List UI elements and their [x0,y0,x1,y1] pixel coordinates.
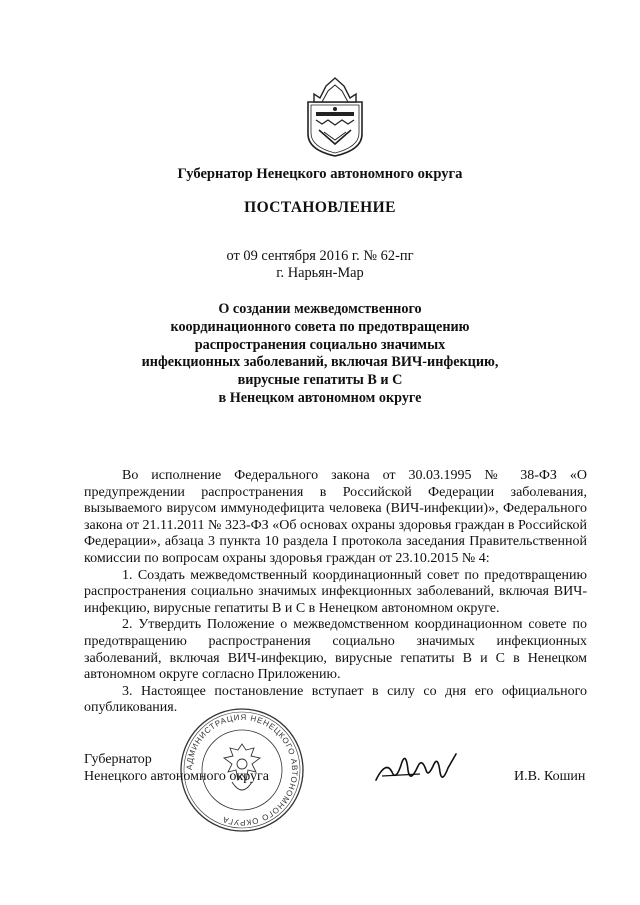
title-line: инфекционных заболеваний, включая ВИЧ-инфекцию, [141,354,499,371]
document-title [0,301,640,408]
title-line: распространения социально значимых [194,336,446,353]
title-line: О создании межведомственного [218,301,422,317]
document-date-number: от 09 сентября 2016 г. № 62-пг [226,248,414,264]
seal-text: АДМИНИСТРАЦИЯ НЕНЕЦКОГО АВТОНОМНОГО ОКРУГА [184,712,300,828]
coat-of-arms-emblem [302,72,368,158]
clause-paragraph-3: 3. Настоящее постановление вступает в силу со дня его официального опубликования. [84,683,587,716]
signatory-name: И.В. Кошин [514,769,586,784]
issuing-authority: Губернатор Ненецкого автономного округа [177,166,463,182]
document-body [84,468,587,717]
signatory-role-line: Ненецкого автономного округа [84,768,269,784]
handwritten-signature [372,750,460,790]
document-city: г. Нарьян-Мар [276,265,364,281]
document-type: ПОСТАНОВЛЕНИЕ [244,199,396,216]
title-line: координационного совета по предотвращению [170,318,470,335]
clause-paragraph-2: 2. Утвердить Положение о межведомственном координационном совете по предотвращению распространения социально значимых инфекционных заболеваний, включая ВИЧ-инфекцию, вирусные гепатиты В и С в Ненецком автономном округе согласно Приложению. [84,617,587,683]
signatory-role [84,752,269,785]
title-line: в Ненецком автономном округе [218,389,422,406]
signatory-role-line: Губернатор [84,752,152,767]
title-line: вирусные гепатиты В и С [237,372,403,389]
preamble-paragraph: Во исполнение Федерального закона от 30.03.1995 № 38-ФЗ «О предупреждении распространения в Российской Федерации заболевания, вызываемого вирусом иммунодефицита человека (ВИЧ-инфекции)», Федерального закона от 21.11.2011 № 323-ФЗ «Об основах охраны здоровья граждан в Российской Федерации», абзаца 3 пункта 10 раздела I протокола заседания Правительственной комиссии по вопросам охраны здоровья граждан от 23.10.2015 № 4: [84,468,587,566]
clause-paragraph-1: 1. Создать межведомственный координационный совет по предотвращению распространения социально значимых инфекционных заболеваний, включая ВИЧ-инфекцию, вирусные гепатиты В и С в Ненецком автономном округе. [84,567,587,616]
